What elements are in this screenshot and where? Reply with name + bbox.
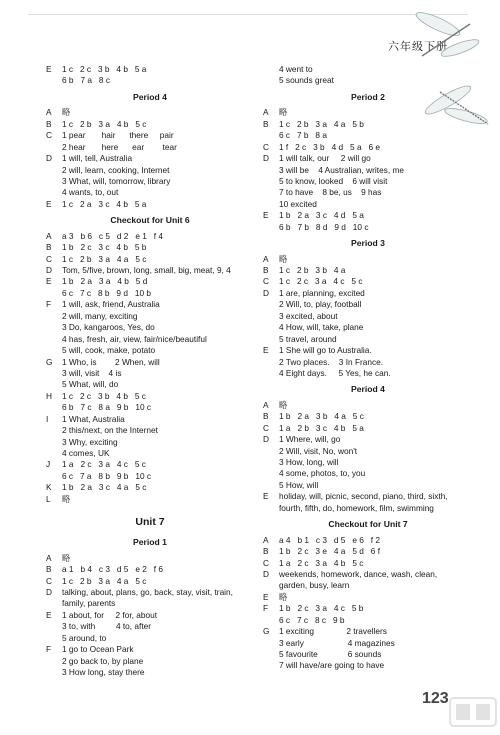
answer-text: 3 How, long, will xyxy=(279,457,339,467)
question-label: F xyxy=(46,644,52,655)
answer-line xyxy=(263,210,473,221)
answer-text: 2 go back to, by plane xyxy=(62,655,144,666)
answer-text: 6 c 7 a 8 b 9 b 10 c xyxy=(62,470,152,481)
answer-line xyxy=(46,437,254,448)
question-label: B xyxy=(46,564,52,575)
answer-text: 略 xyxy=(62,107,71,118)
answer-line xyxy=(263,615,473,626)
answer-line xyxy=(263,468,473,479)
unit-title: Unit 7 xyxy=(135,516,165,529)
answer-text: 5 favourite 6 sounds xyxy=(279,649,382,659)
answer-line xyxy=(263,176,473,187)
question-label: A xyxy=(263,107,269,118)
question-label: B xyxy=(46,118,52,129)
question-label: I xyxy=(46,413,49,424)
answer-text: garden, busy, learn xyxy=(279,580,350,591)
question-label: E xyxy=(263,491,269,502)
answer-text: 2 will, learn, cooking, Internet xyxy=(62,164,170,175)
question-label: D xyxy=(263,568,269,579)
answer-line xyxy=(46,265,254,276)
question-label: F xyxy=(46,299,52,310)
answer-text: 3 will, visit 4 is xyxy=(62,367,122,378)
answer-line xyxy=(263,592,473,603)
question-label: C xyxy=(46,253,52,264)
answer-line xyxy=(46,633,254,644)
answer-text: 6 b 7 c 8 a 9 b 10 c xyxy=(62,402,152,413)
answer-text: 6 b 7 b 8 d 9 d 10 c xyxy=(279,221,369,232)
answer-text: 1 c 2 c 3 b 4 b 5 a xyxy=(62,64,147,74)
answer-line xyxy=(263,638,473,649)
answer-text: 3 early 4 magazines xyxy=(279,637,395,648)
answer-text: family, parents xyxy=(62,598,116,609)
answer-line xyxy=(263,322,473,333)
answer-text: 5 What, will, do xyxy=(62,379,119,390)
answer-line xyxy=(263,199,473,210)
section-heading: Period 1 xyxy=(133,537,167,548)
answer-line xyxy=(46,414,254,425)
answer-text: 1 c 2 c 3 a 4 c 5 c xyxy=(279,276,363,287)
answer-line xyxy=(46,553,254,564)
answer-line xyxy=(263,626,473,637)
question-label: C xyxy=(263,276,269,287)
answer-line xyxy=(263,75,473,86)
answer-line xyxy=(263,187,473,198)
answer-text: 2 will, many, exciting xyxy=(62,310,138,321)
watermark-logo-icon xyxy=(446,688,500,735)
page-number: 123 xyxy=(422,690,449,707)
answer-line xyxy=(46,64,254,75)
answer-text: 1 f 2 c 3 b 4 d 5 a 6 e xyxy=(279,141,381,152)
answer-text: 2 Two places. 3 In France. xyxy=(279,356,384,367)
answer-text: 1 a 2 c 3 a 4 b 5 c xyxy=(279,557,364,568)
answer-line xyxy=(263,357,473,368)
answer-line xyxy=(263,535,473,546)
answers-right-column xyxy=(263,64,473,672)
question-label: A xyxy=(46,107,52,118)
answer-line xyxy=(46,153,254,164)
answer-text: 1 b 2 c 3 c 4 b 5 b xyxy=(62,242,147,253)
question-label: A xyxy=(263,253,269,264)
answer-text: 2 this/next, on the Internet xyxy=(62,425,158,436)
question-label: A xyxy=(263,534,269,545)
question-label: B xyxy=(263,118,269,129)
answer-text: holiday, will, picnic, second, piano, third, sixth, xyxy=(279,491,448,502)
answer-text: 1 b 2 a 3 c 4 d 5 a xyxy=(279,210,364,221)
answer-text: 1 She will go to Australia. xyxy=(279,345,372,356)
answer-line xyxy=(46,119,254,130)
question-label: A xyxy=(263,399,269,410)
question-label: F xyxy=(263,603,269,614)
answer-line xyxy=(46,459,254,470)
question-label: D xyxy=(263,153,269,164)
answer-text: 1 b 2 c 3 a 4 c 5 b xyxy=(279,603,364,614)
answer-line xyxy=(263,222,473,233)
answer-text: 4 went to xyxy=(279,64,313,74)
answer-text: 6 b 7 a 8 c xyxy=(62,75,110,86)
answer-text: 5 travel, around xyxy=(279,333,337,344)
answer-line xyxy=(263,299,473,310)
answer-line xyxy=(46,165,254,176)
answer-line xyxy=(46,345,254,356)
answer-line xyxy=(46,576,254,587)
answer-line xyxy=(46,587,254,598)
question-label: E xyxy=(46,276,52,287)
answer-text: 5 to know, looked 6 will visit xyxy=(279,175,388,186)
question-label: D xyxy=(46,265,52,275)
answer-text: a 4 b 1 c 3 d 5 e 6 f 2 xyxy=(279,534,381,545)
answer-line xyxy=(46,564,254,575)
answer-line xyxy=(263,580,473,591)
question-label: A xyxy=(46,552,52,563)
section-heading: Checkout for Unit 6 xyxy=(110,215,190,226)
answer-text: 1 What, Australia xyxy=(62,413,125,424)
answer-line xyxy=(263,569,473,580)
answer-line xyxy=(46,482,254,493)
answer-text: 略 xyxy=(279,107,288,118)
question-label: D xyxy=(46,586,52,597)
answer-line xyxy=(46,288,254,299)
answer-line xyxy=(263,660,473,671)
answer-line xyxy=(46,107,254,118)
answer-line xyxy=(263,165,473,176)
answer-text: 5 will, cook, make, potato xyxy=(62,345,156,356)
answer-text: 1 a 2 c 3 a 4 c 5 c xyxy=(62,459,146,470)
question-label: H xyxy=(46,390,52,401)
answer-text: 1 c 2 b 3 b 4 a xyxy=(279,265,346,275)
answer-line xyxy=(46,311,254,322)
answer-line xyxy=(263,446,473,457)
answer-line xyxy=(46,610,254,621)
top-rule xyxy=(28,14,468,15)
answer-line xyxy=(46,368,254,379)
answer-text: 4 Eight days. 5 Yes, he can. xyxy=(279,367,391,378)
answer-text: 3 excited, about xyxy=(279,310,338,321)
question-label: G xyxy=(263,626,270,637)
answer-line xyxy=(46,142,254,153)
answer-line xyxy=(263,558,473,569)
answer-text: 1 c 2 c 3 b 4 b 5 c xyxy=(62,390,146,401)
question-label: B xyxy=(46,242,52,253)
question-label: E xyxy=(263,345,269,356)
answer-text: 略 xyxy=(279,591,288,602)
answer-text: 3 What, will, tomorrow, library xyxy=(62,175,171,186)
question-label: E xyxy=(263,210,269,221)
answer-text: 略 xyxy=(62,493,71,504)
answer-line xyxy=(46,621,254,632)
answer-text: 1 Where, will, go xyxy=(279,434,341,445)
question-label: C xyxy=(263,422,269,433)
answer-text: 1 go to Ocean Park xyxy=(62,644,134,655)
answer-text: 2 Will, visit, No, won't xyxy=(279,445,358,456)
answer-line xyxy=(263,265,473,276)
answer-line xyxy=(263,423,473,434)
answer-text: 1 b 2 a 3 a 4 b 5 d xyxy=(62,276,148,287)
answer-line xyxy=(263,400,473,411)
answer-text: 1 c 2 b 3 a 4 a 5 b xyxy=(279,118,364,129)
answer-text: 10 excited xyxy=(279,198,317,209)
answer-text: 1 will, tell, Australia xyxy=(62,153,133,164)
answer-text: 1 c 2 a 3 c 4 b 5 a xyxy=(62,198,147,209)
answer-text: 1 are, planning, excited xyxy=(279,287,365,298)
answer-line xyxy=(263,276,473,287)
answer-line xyxy=(46,242,254,253)
answer-text: 3 How long, stay there xyxy=(62,667,145,677)
answer-line xyxy=(263,107,473,118)
answer-text: a 1 b 4 c 3 d 5 e 2 f 6 xyxy=(62,564,164,575)
answer-text: 1 b 2 a 3 b 4 a 5 c xyxy=(279,411,364,422)
answer-line xyxy=(263,288,473,299)
section-heading: Checkout for Unit 7 xyxy=(328,519,408,530)
answer-line xyxy=(46,391,254,402)
question-label: B xyxy=(263,265,269,275)
answer-line xyxy=(263,480,473,491)
answer-text: 4 comes, UK xyxy=(62,448,110,458)
answer-line xyxy=(263,457,473,468)
answer-line xyxy=(46,471,254,482)
answer-text: 6 c 7 b 8 a xyxy=(279,130,327,141)
section-heading: Period 4 xyxy=(133,91,167,102)
answer-text: 1 b 2 a 3 c 4 a 5 c xyxy=(62,482,147,493)
answer-text: 6 c 7 c 8 c 9 b xyxy=(279,614,345,625)
answer-line xyxy=(263,411,473,422)
answer-line xyxy=(46,130,254,141)
answer-text: 3 Do, kangaroos, Yes, do xyxy=(62,322,155,333)
question-label: D xyxy=(263,287,269,298)
answer-line xyxy=(263,64,473,75)
question-label: C xyxy=(263,557,269,568)
answer-text: fourth, fifth, do, homework, film, swimming xyxy=(279,502,434,513)
answer-line xyxy=(263,254,473,265)
question-label: B xyxy=(263,411,269,422)
question-label: D xyxy=(263,434,269,445)
question-label: K xyxy=(46,482,52,493)
grade-label: 六年级下册 xyxy=(388,41,448,53)
answer-text: 5 around, to xyxy=(62,632,107,643)
answer-line xyxy=(263,434,473,445)
answer-text: talking, about, plans, go, back, stay, visit, train, xyxy=(62,586,233,597)
answer-text: 1 c 2 b 3 a 4 b 5 c xyxy=(62,118,147,129)
answer-text: 4 some, photos, to, you xyxy=(279,468,366,479)
answer-text: 略 xyxy=(279,253,288,264)
answer-text: 1 c 2 b 3 a 4 a 5 c xyxy=(62,253,147,264)
answer-line xyxy=(46,276,254,287)
answer-line xyxy=(263,649,473,660)
answer-text: Tom, 5/five, brown, long, small, big, meat, 9, 4 xyxy=(62,265,231,275)
answer-line xyxy=(46,176,254,187)
answer-line xyxy=(46,494,254,505)
answer-line xyxy=(46,598,254,609)
answer-text: 1 exciting 2 travellers xyxy=(279,626,387,637)
answer-line xyxy=(263,334,473,345)
answer-text: 4 How, will, take, plane xyxy=(279,322,364,333)
answer-line xyxy=(263,119,473,130)
question-label: E xyxy=(263,591,269,602)
question-label: E xyxy=(46,198,52,209)
answer-line xyxy=(46,187,254,198)
answer-text: 2 Will, to, play, football xyxy=(279,299,362,310)
answer-line xyxy=(46,667,254,678)
answer-line xyxy=(263,546,473,557)
answer-text: a 3 b 6 c 5 d 2 e 1 f 4 xyxy=(62,230,164,241)
answer-line xyxy=(46,448,254,459)
answer-text: 1 Who, is 2 When, will xyxy=(62,356,160,367)
question-label: D xyxy=(46,153,52,164)
answer-line xyxy=(46,644,254,655)
answer-line xyxy=(263,142,473,153)
answer-text: 略 xyxy=(62,552,71,563)
question-label: E xyxy=(46,609,52,620)
answer-text: 1 will, ask, friend, Australia xyxy=(62,299,160,310)
answer-text: 1 a 2 b 3 c 4 b 5 a xyxy=(279,422,364,433)
answer-line xyxy=(46,199,254,210)
question-label: C xyxy=(46,130,52,141)
answer-text: 1 about, for 2 for, about xyxy=(62,609,158,620)
answer-line xyxy=(263,345,473,356)
answer-text: 3 will be 4 Australian, writes, me xyxy=(279,164,404,175)
answer-text: 7 to have 8 be, us 9 has xyxy=(279,187,382,198)
answer-line xyxy=(263,491,473,502)
answer-text: 1 c 2 b 3 a 4 a 5 c xyxy=(62,575,147,586)
answer-text: 1 b 2 c 3 e 4 a 5 d 6 f xyxy=(279,546,381,557)
answer-line xyxy=(46,322,254,333)
answer-text: 5 How, will xyxy=(279,479,319,490)
answer-line xyxy=(46,231,254,242)
section-heading: Period 2 xyxy=(351,91,385,102)
answer-text: 略 xyxy=(279,399,288,410)
answer-line xyxy=(263,311,473,322)
question-label: B xyxy=(263,546,269,557)
section-heading: Period 3 xyxy=(351,238,385,249)
answer-line xyxy=(46,357,254,368)
answer-line xyxy=(46,254,254,265)
answer-line xyxy=(263,503,473,514)
answer-line xyxy=(263,153,473,164)
answer-text: 7 will have/are going to have xyxy=(279,660,385,671)
answer-text: 3 to, with 4 to, after xyxy=(62,621,152,632)
answer-line xyxy=(46,656,254,667)
answer-text: 4 has, fresh, air, view, fair/nice/beautiful xyxy=(62,333,207,344)
answer-line xyxy=(46,75,254,86)
answer-text: 2 hear here ear tear xyxy=(62,141,177,152)
answer-text: 1 will talk, our 2 will go xyxy=(279,153,371,164)
answer-line xyxy=(263,130,473,141)
question-label: C xyxy=(263,141,269,152)
question-label: L xyxy=(46,493,51,504)
answer-line xyxy=(263,368,473,379)
answer-text: 1 pear hair there pair xyxy=(62,130,174,141)
answer-text: 5 sounds great xyxy=(279,75,334,86)
answer-line xyxy=(46,334,254,345)
answer-line xyxy=(46,402,254,413)
answer-line xyxy=(46,299,254,310)
question-label: A xyxy=(46,230,52,241)
question-label: J xyxy=(46,459,51,470)
answer-text: 3 Why, exciting xyxy=(62,436,118,447)
question-label: G xyxy=(46,356,53,367)
answer-text: weekends, homework, dance, wash, clean, xyxy=(279,568,438,579)
answer-line xyxy=(46,425,254,436)
answer-line xyxy=(46,379,254,390)
answer-text: 4 wants, to, out xyxy=(62,187,119,198)
answer-text: 6 c 7 c 8 b 9 d 10 b xyxy=(62,287,152,298)
answers-left-column xyxy=(46,64,254,678)
question-label: E xyxy=(46,64,52,74)
section-heading: Period 4 xyxy=(351,384,385,395)
answer-line xyxy=(263,603,473,614)
question-label: C xyxy=(46,575,52,586)
